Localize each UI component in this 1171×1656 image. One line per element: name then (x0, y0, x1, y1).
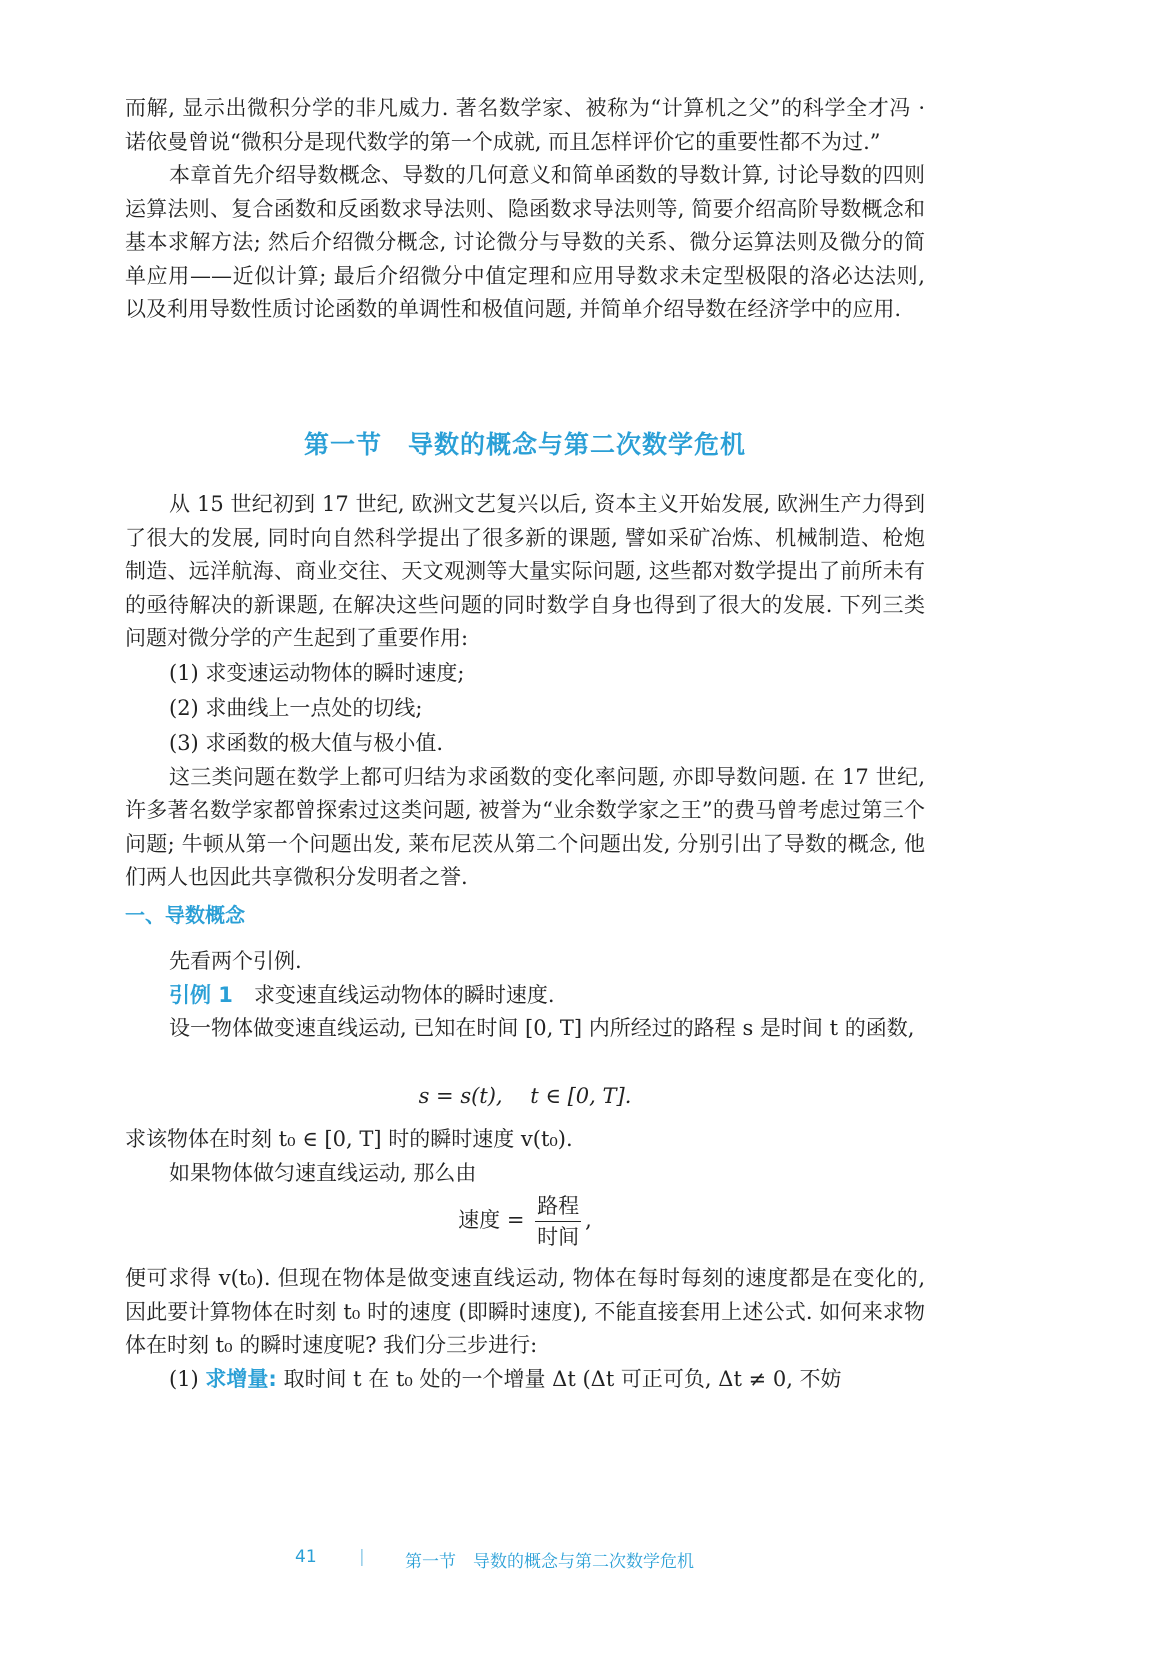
example-text: 求变速直线运动物体的瞬时速度. (253, 982, 555, 1007)
list-item: (2) 求曲线上一点处的切线; (169, 695, 423, 720)
step-1-prefix: (1) (169, 1366, 206, 1391)
step-1-label: 求增量: (205, 1366, 277, 1391)
example-paragraph-1: 设一物体做变速直线运动, 已知在时间 [0, T] 内所经过的路程 s 是时间 t 的函数, (169, 1016, 915, 1040)
section-body (125, 488, 925, 895)
list-item: (3) 求函数的极大值与极小值. (169, 730, 444, 755)
subsection-intro: 先看两个引例. (169, 949, 302, 973)
fraction-denominator: 时间 (537, 1225, 580, 1249)
formula-speed-lhs: 速度 = (458, 1208, 525, 1232)
example-label: 引例 1 (169, 982, 233, 1007)
example-paragraph-2: 求该物体在时刻 t₀ ∈ [0, T] 时的瞬时速度 v(t₀). (125, 1127, 573, 1151)
intro-paragraph-2: 本章首先介绍导数概念、导数的几何意义和简单函数的导数计算, 讨论导数的四则运算法则、复合函数和反函数求导法则、隐函数求导法则等, 简要介绍高阶导数概念和基本求解方法; 然后介绍微分概念, 讨论微分与导数的关系、微分运算法则及微分的简单应用——近似计算; 最后介绍微分中值定理和应用导数求未定型极限的洛必达法则, 以及利用导数性质讨论函数的单调性和极值问题, 并简单介绍导数在经济学中的应用. (125, 163, 925, 321)
page-number: 41 (295, 1547, 317, 1567)
subsection-body-middle (125, 1123, 925, 1190)
subsection-body-top (125, 945, 925, 1046)
fraction-numerator: 路程 (535, 1193, 581, 1222)
subsection-title: 一、导数概念 (125, 903, 245, 927)
section-paragraph-2: 这三类问题在数学上都可归结为求函数的变化率问题, 亦即导数问题. 在 17 世纪, 许多著名数学家都曾探索过这类问题, 被誉为“业余数学家之王”的费马曾考虑过第三个问题; 牛顿从第一个问题出发, 莱布尼茨从第二个问题出发, 分别引出了导数的概念, 他们两人也因此共享微积分发明者之誉. (125, 764, 925, 889)
list-item: (1) 求变速运动物体的瞬时速度; (169, 660, 465, 685)
example-line (125, 979, 925, 1013)
example-paragraph-3: 如果物体做匀速直线运动, 那么由 (169, 1160, 477, 1185)
formula-speed-tail: , (585, 1208, 592, 1232)
step-1-line (125, 1363, 925, 1397)
fraction (535, 1193, 581, 1250)
example-paragraph-4: 便可求得 v(t₀). 但现在物体是做变速直线运动, 物体在每时每刻的速度都是在变化的, 因此要计算物体在时刻 t₀ 时的速度 (即瞬时速度), 不能直接套用上述公式. 如何来求物体在时刻 t₀ 的瞬时速度呢? 我们分三步进行: (125, 1266, 925, 1357)
section-paragraph-1: 从 15 世纪初到 17 世纪, 欧洲文艺复兴以后, 资本主义开始发展, 欧洲生产力得到了很大的发展, 同时向自然科学提出了很多新的课题, 譬如采矿冶炼、机械制造、枪炮制造、远洋航海、商业交往、天文观测等大量实际问题, 这些都对数学提出了前所未有的亟待解决的新课题, 在解决这些问题的同时数学自身也得到了很大的发展. 下列三类问题对微分学的产生起到了重要作用: (125, 492, 925, 650)
running-title: 第一节 导数的概念与第二次数学危机 (405, 1552, 694, 1572)
formula-text: s = s(t), t ∈ [0, T]. (418, 1084, 632, 1108)
footer-separator: | (359, 1547, 365, 1567)
step-1-text: 取时间 t 在 t₀ 处的一个增量 Δt (Δt 可正可负, Δt ≠ 0, 不妨 (276, 1366, 842, 1391)
intro-paragraph-1: 而解, 显示出微积分学的非凡威力. 著名数学家、被称为“计算机之父”的科学全才冯 · 诺依曼曾说“微积分是现代数学的第一个成就, 而且怎样评价它的重要性都不为过.” (125, 96, 925, 154)
intro-block (125, 92, 925, 327)
subsection-body-bottom (125, 1262, 925, 1396)
formula-position-function (125, 1080, 925, 1110)
section-title: 第一节 导数的概念与第二次数学危机 (303, 430, 746, 459)
formula-speed (125, 1193, 925, 1250)
